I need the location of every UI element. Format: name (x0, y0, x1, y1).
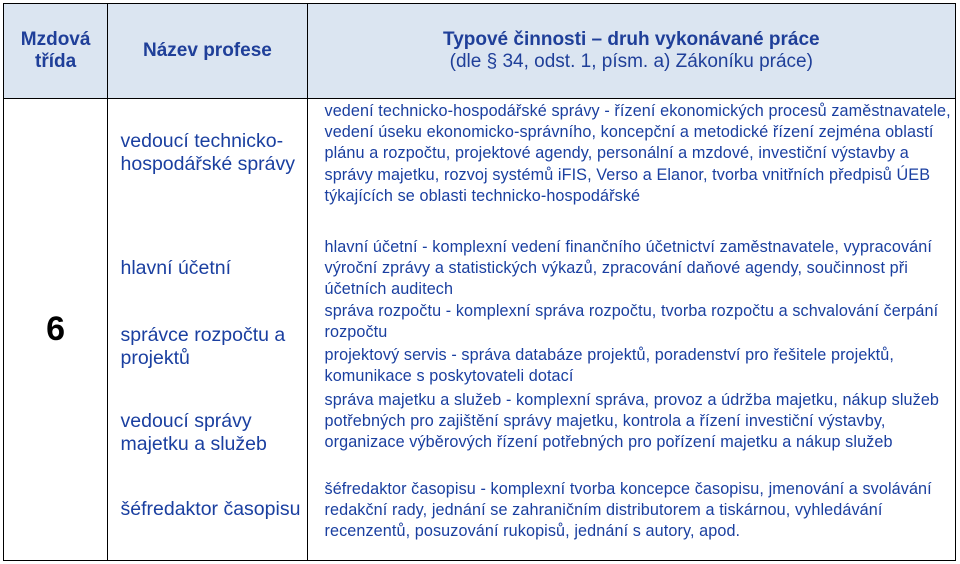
activity-item: hlavní účetní - komplexní vedení finančního účetnictví zaměstnavatele, vypracování výroční zprávy a statistických výkazů, zpracování daňové agendy, součinnost při účetních auditech (324, 237, 932, 299)
profession-item: hlavní účetní (120, 256, 232, 279)
header-class-label: Mzdová třída (20, 29, 91, 72)
profession-item: vedoucí správy majetku a služeb (120, 409, 267, 455)
profession-table (3, 3, 956, 561)
header-name-label: Název profese (143, 40, 272, 61)
header-row (4, 4, 956, 99)
activity-item: správa rozpočtu - komplexní správa rozpočtu, tvorba rozpočtu a schvalování čerpání rozpočtu (324, 301, 939, 341)
class-value: 6 (46, 310, 66, 348)
header-activities (307, 4, 955, 99)
header-activities-title: Typové činnosti – druh vykonávané práce (443, 29, 820, 50)
activities-cell (307, 99, 955, 561)
data-row (4, 99, 956, 561)
header-activities-subtitle: (dle § 34, odst. 1, písm. a) Zákoníku práce) (449, 51, 813, 72)
professions-cell (108, 99, 307, 561)
profession-item: šéfredaktor časopisu (120, 497, 301, 520)
activity-item: správa majetku a služeb - komplexní správa, provoz a údržba majetku, nákup služeb potřebných pro zajištění správy majetku, kontrola a řízení investiční výstavby, organizace výběrových řízení potřebných pro pořízení majetku a nákup služeb (324, 390, 940, 452)
class-cell (4, 99, 108, 561)
profession-item: správce rozpočtu a projektů (120, 323, 286, 369)
activity-item: šéfredaktor časopisu - komplexní tvorba koncepce časopisu, jmenování a svolávání redakční rady, jednání se zahraničním distributorem a tiskárnou, vyhledávání recenzentů, posuzování rukopisů, jednání s autory, apod. (324, 479, 932, 541)
activity-item: projektový servis - správa databáze projektů, poradenství pro řešitele projektů, komunikace s poskytovateli dotací (324, 345, 894, 385)
activity-item: vedení technicko-hospodářské správy - řízení ekonomických procesů zaměstnavatele, vedení úseku ekonomicko-správního, koncepční a metodické řízení zejména oblastí plánu a rozpočtu, projektové agendy, personální a mzdové, investiční výstavby a správy majetku, rozvoj systémů iFIS, Verso a Elanor, tvorba vnitřních předpisů ÚEB týkajících se oblasti technicko-hospodářské (324, 101, 951, 205)
header-name (108, 4, 307, 99)
header-class (4, 4, 108, 99)
profession-item: vedoucí technicko-hospodářské správy (120, 129, 296, 175)
